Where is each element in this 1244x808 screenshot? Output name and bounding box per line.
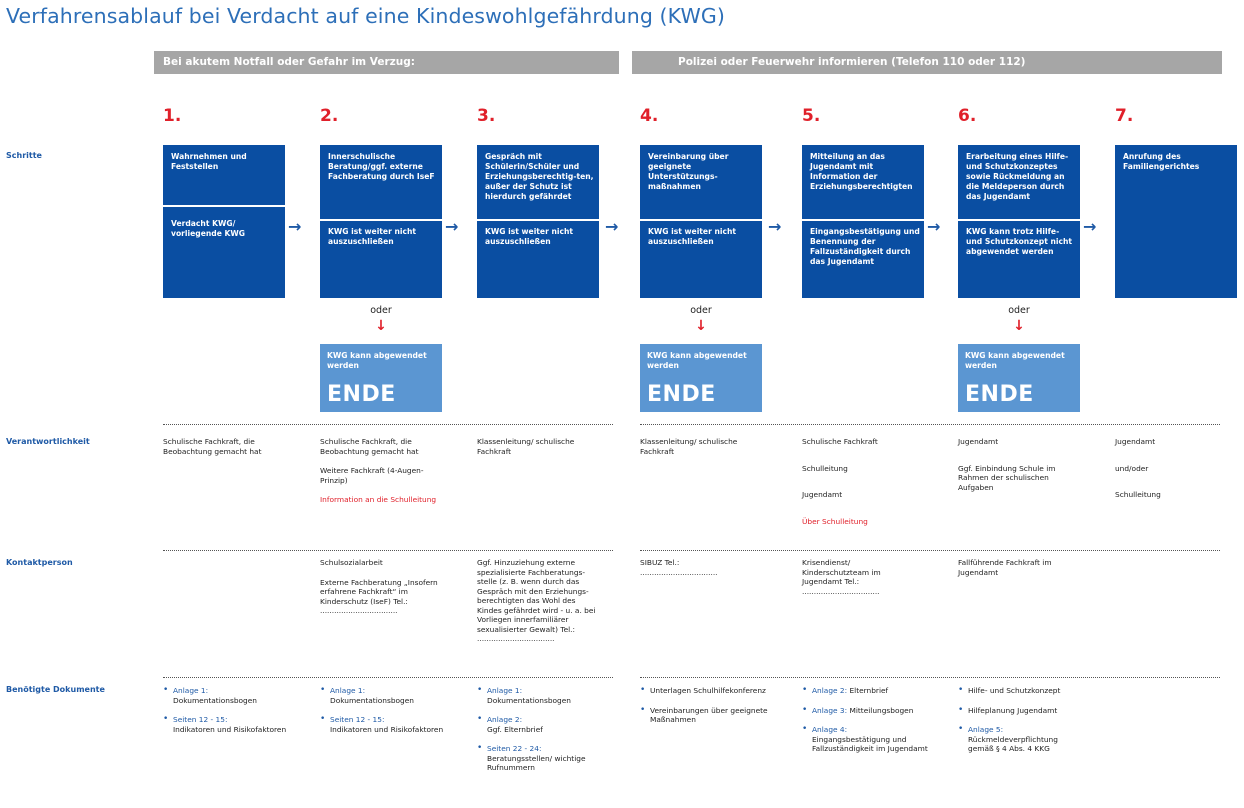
separator-line xyxy=(163,677,613,678)
document-item xyxy=(477,744,607,773)
separator-line xyxy=(640,677,1220,678)
cell-text: SIBUZ Tel.: ................................. xyxy=(640,558,718,577)
arrow-right-icon: → xyxy=(927,217,941,236)
cell-text: Externe Fachberatung „Insofern erfahrene Fachkraft“ im Kinderschutz (IseF) Tel.: ................................. xyxy=(320,577,438,615)
step-number-2: 2. xyxy=(320,106,339,126)
end-box-ende-text: ENDE xyxy=(327,382,396,407)
arrow-right-icon: → xyxy=(605,217,619,236)
dokumente-cell-2 xyxy=(320,686,450,744)
cell-text: und/oder xyxy=(1115,463,1149,473)
document-item xyxy=(320,715,450,734)
document-label: Seiten 12 - 15: xyxy=(173,715,228,724)
document-item xyxy=(640,686,770,696)
document-label: Seiten 12 - 15: xyxy=(330,715,385,724)
step-box-5 xyxy=(802,145,924,298)
document-item xyxy=(802,706,942,716)
verantwortlichkeit-cell-3 xyxy=(477,437,602,466)
step-box-2 xyxy=(320,145,442,298)
step-box-3-divider xyxy=(477,219,599,221)
end-box-kwg-text: KWG kann abgewendet werden xyxy=(647,351,747,370)
step-box-2-top: Innerschulische Beratung/ggf. externe Fachberatung durch IseF xyxy=(328,152,435,181)
document-label: Anlage 5: xyxy=(968,725,1004,734)
step-number-5: 5. xyxy=(802,106,821,126)
document-item xyxy=(477,686,607,705)
page-title: Verfahrensablauf bei Verdacht auf eine Kindeswohlgefährdung (KWG) xyxy=(6,4,725,28)
document-text: Dokumentationsbogen xyxy=(330,695,414,705)
cell-text: Schulsozialarbeit xyxy=(320,558,383,567)
document-text: Vereinbarungen über geeignete Maßnahmen xyxy=(650,705,768,724)
step-box-4-bottom: KWG ist weiter nicht auszuschließen xyxy=(648,227,737,246)
step-box-5-bottom: Eingangsbestätigung und Benennung der Fallzuständigkeit durch das Jugendamt xyxy=(810,227,920,266)
dokumente-cell-6 xyxy=(958,686,1083,764)
step-box-1-bottom: Verdacht KWG/ vorliegende KWG xyxy=(171,219,245,238)
verantwortlichkeit-cell-1 xyxy=(163,437,288,466)
cell-text: Jugendamt xyxy=(958,437,999,446)
document-text: Unterlagen Schulhilfekonferenz xyxy=(650,686,766,695)
separator-line xyxy=(163,424,613,425)
step-number-7: 7. xyxy=(1115,106,1134,126)
end-box-4 xyxy=(640,344,762,412)
step-box-3-top: Gespräch mit Schülerin/Schüler und Erziehungsberechtig-ten, außer der Schutz ist hierdurch gefährdet xyxy=(485,152,594,201)
document-item xyxy=(320,686,450,705)
emergency-banner-left: Bei akutem Notfall oder Gefahr im Verzug: xyxy=(154,51,619,74)
arrow-down-icon: ↓ xyxy=(375,318,387,334)
end-box-kwg-text: KWG kann abgewendet werden xyxy=(327,351,427,370)
separator-line xyxy=(640,550,1220,551)
verantwortlichkeit-cell-5 xyxy=(802,437,927,536)
document-item xyxy=(802,686,942,696)
cell-text: Schulleitung xyxy=(1115,490,1161,499)
document-text: Ggf. Elternbrief xyxy=(487,724,543,734)
step-number-1: 1. xyxy=(163,106,182,126)
document-label: Anlage 1: xyxy=(330,686,366,695)
end-box-2 xyxy=(320,344,442,412)
verantwortlichkeit-cell-6 xyxy=(958,437,1068,502)
arrow-down-icon: ↓ xyxy=(1013,318,1025,334)
step-number-6: 6. xyxy=(958,106,977,126)
cell-text: Fallführende Fachkraft im Jugendamt xyxy=(958,558,1052,577)
verantwortlichkeit-cell-4 xyxy=(640,437,765,466)
kontakt-cell-4 xyxy=(640,558,750,587)
document-label: Anlage 3: xyxy=(812,705,848,715)
cell-text: Schulische Fachkraft, die Beobachtung gemacht hat xyxy=(163,437,262,456)
document-item xyxy=(640,706,770,725)
document-text: Hilfe- und Schutzkonzept xyxy=(968,686,1061,695)
document-label: Anlage 1: xyxy=(173,686,209,695)
row-label-dokumente: Benötigte Dokumente xyxy=(6,685,105,694)
separator-line xyxy=(640,424,1220,425)
step-box-6-top: Erarbeitung eines Hilfe- und Schutzkonzeptes sowie Rückmeldung an die Meldeperson durch das Jugendamt xyxy=(966,152,1069,201)
arrow-right-icon: → xyxy=(445,217,459,236)
dokumente-cell-1 xyxy=(163,686,293,744)
cell-text: Ggf. Hinzuziehung externe spezialisierte Fachberatungs-stelle (z. B. wenn durch das Gespräch mit den Erziehungs-berechtigten das Wohl des Kindes gefährdet wird - u. a. bei Vorliegen innerfamiliärer sexualisierter Gewalt) Tel.: ................................. xyxy=(477,558,596,643)
document-text: Indikatoren und Risikofaktoren xyxy=(173,724,287,734)
document-label: Anlage 2: xyxy=(487,715,523,724)
document-label: Seiten 22 - 24: xyxy=(487,744,542,753)
end-box-ende-text: ENDE xyxy=(647,382,716,407)
step-box-6 xyxy=(958,145,1080,298)
cell-text-highlight: Über Schulleitung xyxy=(802,516,868,526)
step-box-4 xyxy=(640,145,762,298)
emergency-banner-right: Polizei oder Feuerwehr informieren (Telefon 110 oder 112) xyxy=(632,51,1222,74)
row-label-schritte: Schritte xyxy=(6,151,42,160)
kontakt-cell-3 xyxy=(477,558,602,654)
document-text: Elternbrief xyxy=(849,686,889,695)
separator-line xyxy=(163,550,613,551)
kontakt-cell-6 xyxy=(958,558,1068,587)
dokumente-cell-5 xyxy=(802,686,942,764)
document-item xyxy=(958,725,1083,754)
cell-text: Schulische Fachkraft xyxy=(802,437,878,446)
oder-label: oder xyxy=(1008,305,1030,316)
step-box-2-bottom: KWG ist weiter nicht auszuschließen xyxy=(328,227,417,246)
row-label-verantwortlichkeit: Verantwortlichkeit xyxy=(6,437,90,446)
document-label: Anlage 2: xyxy=(812,686,848,695)
document-item xyxy=(802,725,942,754)
arrow-down-icon: ↓ xyxy=(695,318,707,334)
step-box-5-top: Mitteilung an das Jugendamt mit Information der Erziehungsberechtigten xyxy=(810,152,913,191)
arrow-right-icon: → xyxy=(288,217,302,236)
document-text: Beratungsstellen/ wichtige Rufnummern xyxy=(487,753,586,772)
arrow-right-icon: → xyxy=(1083,217,1097,236)
cell-text: Ggf. Einbindung Schule im Rahmen der schulischen Aufgaben xyxy=(958,463,1056,492)
step-box-1-divider xyxy=(163,205,285,207)
cell-text: Schulische Fachkraft, die Beobachtung gemacht hat xyxy=(320,437,419,456)
document-item xyxy=(477,715,607,734)
cell-text: Jugendamt xyxy=(1115,437,1156,446)
row-label-kontaktperson: Kontaktperson xyxy=(6,558,73,567)
document-text: Dokumentationsbogen xyxy=(487,695,571,705)
step-box-7-top: Anrufung des Familiengerichtes xyxy=(1123,152,1200,171)
cell-text-highlight: Information an die Schulleitung xyxy=(320,495,437,504)
cell-text: Klassenleitung/ schulische Fachkraft xyxy=(477,437,575,456)
step-box-5-divider xyxy=(802,219,924,221)
cell-text: Jugendamt xyxy=(802,490,843,499)
step-box-7 xyxy=(1115,145,1237,298)
step-box-1-top: Wahrnehmen und Feststellen xyxy=(171,152,247,171)
step-box-3 xyxy=(477,145,599,298)
end-box-ende-text: ENDE xyxy=(965,382,1034,407)
step-box-2-divider xyxy=(320,219,442,221)
cell-text: Krisendienst/ Kinderschutzteam im Jugendamt Tel.: ................................. xyxy=(802,558,881,596)
verantwortlichkeit-cell-2 xyxy=(320,437,445,515)
document-text: Indikatoren und Risikofaktoren xyxy=(330,724,444,734)
step-box-4-top: Vereinbarung über geeignete Unterstützungs-maßnahmen xyxy=(648,152,729,191)
document-label: Anlage 1: xyxy=(487,686,523,695)
end-box-6 xyxy=(958,344,1080,412)
step-box-6-bottom: KWG kann trotz Hilfe- und Schutzkonzept nicht abgewendet werden xyxy=(966,227,1073,256)
step-box-1 xyxy=(163,145,285,298)
document-text: Dokumentationsbogen xyxy=(173,695,257,705)
document-text: Hilfeplanung Jugendamt xyxy=(968,705,1058,715)
document-text: Rückmeldeverpflichtung gemäß § 4 Abs. 4 KKG xyxy=(968,734,1058,753)
step-number-4: 4. xyxy=(640,106,659,126)
step-box-4-divider xyxy=(640,219,762,221)
document-item xyxy=(163,686,293,705)
cell-text: Weitere Fachkraft (4-Augen-Prinzip) xyxy=(320,466,424,485)
document-text: Eingangsbestätigung und Fallzuständigkeit im Jugendamt xyxy=(812,734,928,753)
end-box-kwg-text: KWG kann abgewendet werden xyxy=(965,351,1065,370)
document-item xyxy=(163,715,293,734)
step-number-3: 3. xyxy=(477,106,496,126)
kontakt-cell-5 xyxy=(802,558,912,606)
cell-text: Klassenleitung/ schulische Fachkraft xyxy=(640,437,738,456)
step-box-3-bottom: KWG ist weiter nicht auszuschließen xyxy=(485,227,574,246)
oder-label: oder xyxy=(370,305,392,316)
kontakt-cell-2 xyxy=(320,558,440,626)
verantwortlichkeit-cell-7 xyxy=(1115,437,1225,510)
document-item xyxy=(958,706,1083,716)
arrow-right-icon: → xyxy=(768,217,782,236)
document-label: Anlage 4: xyxy=(812,725,848,734)
document-text: Mitteilungsbogen xyxy=(849,705,914,715)
oder-label: oder xyxy=(690,305,712,316)
document-item xyxy=(958,686,1083,696)
cell-text: Schulleitung xyxy=(802,463,848,473)
dokumente-cell-3 xyxy=(477,686,607,783)
dokumente-cell-4 xyxy=(640,686,770,735)
step-box-6-divider xyxy=(958,219,1080,221)
